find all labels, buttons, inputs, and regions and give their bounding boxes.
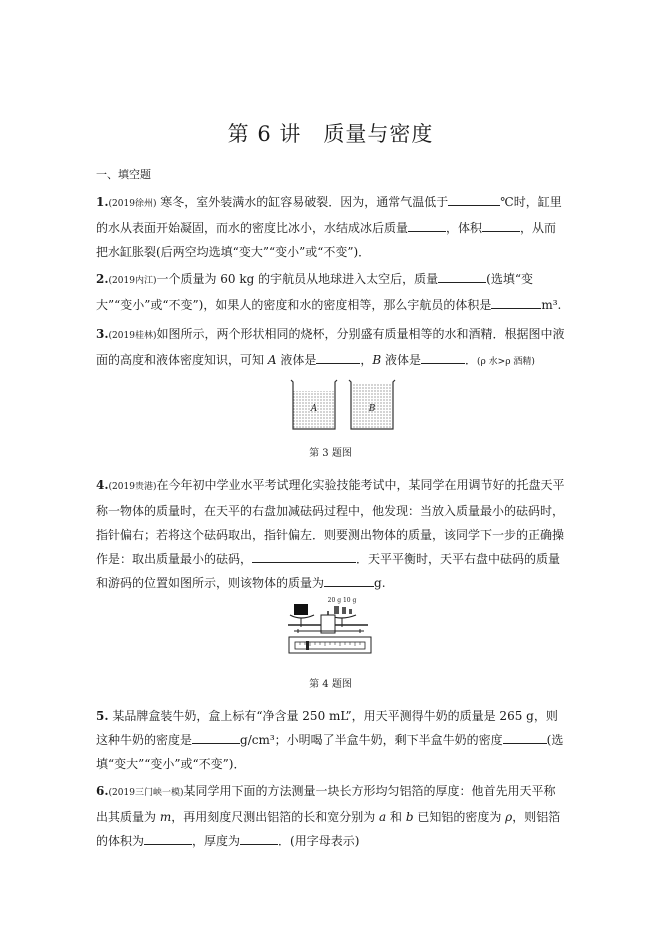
question-number: 3. [96, 327, 109, 341]
beaker-a-label: A [310, 404, 318, 414]
beakers-figure [290, 375, 400, 433]
object-block [294, 604, 308, 615]
question-number: 6. [96, 784, 109, 798]
page-title: 第 6 讲 质量与密度 [227, 122, 434, 146]
question-4: 4.(2019贵港)在今年初中学业水平考试理化实验技能考试中，某同学在用调节好的托盘天平称一物体的质量时，在天平的右盘加减砝码过程中，他发现：当放入质量最小的砝码时，指针偏右；若将这个砝码取出，指针偏左．则要测出物体的质量，该同学下一步的正确操作是：取出质量最小的砝码， ．天平平衡时，天平右盘中砝码的质量和游码的位置如图所示，则该物体的质量为 g. [96, 478, 565, 590]
answer-blank[interactable] [421, 351, 465, 364]
question-source: (2019内江) [108, 276, 157, 286]
figure-caption: 第 4 题图 [309, 679, 352, 690]
answer-blank[interactable] [324, 574, 374, 587]
answer-blank[interactable] [240, 832, 278, 845]
question-number: 4. [96, 478, 109, 492]
answer-blank[interactable] [482, 219, 520, 232]
question-number: 2. [96, 272, 109, 286]
section-heading: 一、填空题 [96, 168, 151, 181]
question-2: 2.(2019内江)一个质量为 60 kg 的宇航员从地球进入太空后，质量 (选填“变大”“变小”或“不变”)，如果人的密度和水的密度相等，那么宇航员的体积是 m³. [96, 272, 562, 312]
question-5: 5. 某品牌盒装牛奶，盒上标有“净含量 250 mL”，用天平测得牛奶的质量是 265 g，则这种牛奶的密度是 g/cm³；小明喝了半盒牛奶，剩下半盒牛奶的密度 (选填“变大”“变小”或“不变”)． [96, 709, 564, 771]
weight-20g [334, 606, 339, 614]
density-hint: (ρ 水>ρ 酒精) [477, 357, 535, 367]
question-source: (2019桂林) [108, 331, 157, 341]
balance-figure [286, 593, 376, 657]
question-source: (2019贵港) [108, 482, 157, 492]
weight-10g [342, 607, 346, 614]
question-1: 1.(2019徐州) 寒冬，室外装满水的缸容易破裂．因为，通常气温低于 ℃时，缸里的水从表面开始凝固，而水的密度比冰小，水结成冰后质量 ，体积 ，从而把水缸胀裂(后两空均选填“变大”“变小”或“不变”)． [96, 195, 562, 259]
answer-blank[interactable] [192, 731, 240, 744]
question-number: 5. [96, 709, 109, 723]
question-6: 6.(2019三门峡一模)某同学用下面的方法测量一块长方形均匀铝箔的厚度：他首先用天平称出其质量为 m，再用刻度尺测出铝箔的长和宽分别为 a 和 b 已知铝的密度为 ρ，则铝箔的体积为 ，厚度为 ．(用字母表示) [96, 784, 561, 848]
answer-blank[interactable] [316, 351, 360, 364]
answer-blank[interactable] [438, 270, 486, 283]
question-source: (2019三门峡一模) [108, 788, 184, 798]
figure-caption: 第 3 题图 [309, 448, 352, 459]
question-source: (2019徐州) [108, 199, 157, 209]
answer-blank[interactable] [252, 550, 356, 563]
answer-blank[interactable] [408, 219, 446, 232]
answer-blank[interactable] [491, 296, 541, 309]
answer-blank[interactable] [503, 731, 547, 744]
beaker-b-label: B [368, 404, 376, 414]
question-number: 1. [96, 195, 109, 209]
answer-blank[interactable] [448, 193, 500, 206]
question-3: 3.(2019桂林)如图所示，两个形状相同的烧杯，分别盛有质量相等的水和酒精．根据图中液面的高度和液体密度知识，可知 A 液体是 ，B 液体是 ．(ρ 水>ρ 酒精) [96, 327, 565, 367]
weights-label: 20 g 10 g [327, 597, 357, 604]
answer-blank[interactable] [144, 832, 192, 845]
rider [306, 641, 309, 650]
